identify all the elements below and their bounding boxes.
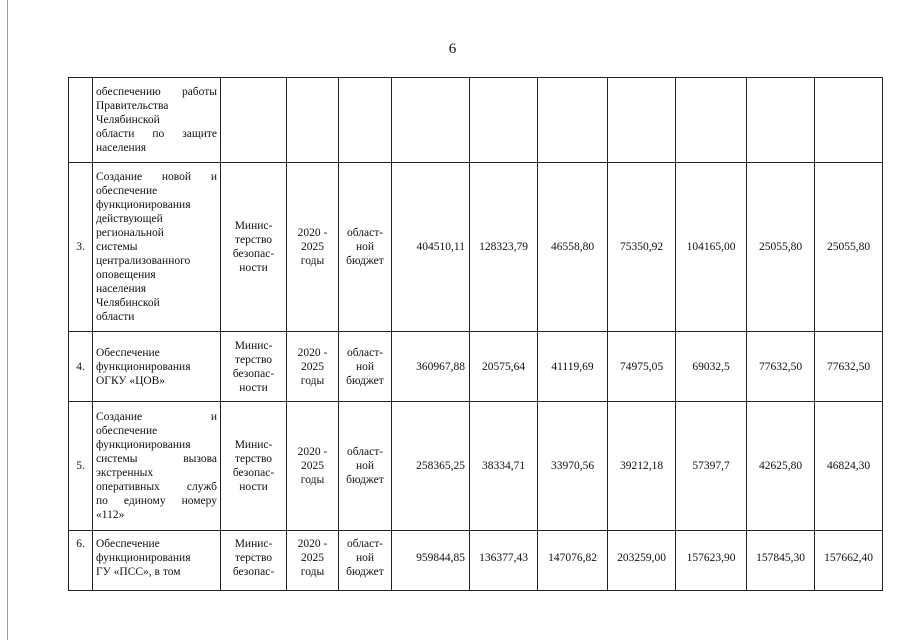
year-amount-cell [815, 78, 883, 163]
year-amount-cell: 157845,30 [747, 531, 815, 591]
executor-line: Минис- [234, 220, 273, 232]
activity-name-line: области [96, 311, 135, 323]
funding-source-line: бюджет [346, 474, 384, 486]
year-amount-cell: 39212,18 [608, 402, 676, 531]
funding-source-line: бюджет [346, 374, 384, 387]
year-amount-cell [470, 78, 538, 163]
funding-source-line: област- [346, 346, 384, 359]
year-amount-cell: 147076,82 [538, 531, 608, 591]
period-line: 2025 [301, 460, 324, 472]
activity-name-line: обеспечение [96, 425, 158, 437]
period-line: 2020 - [297, 538, 328, 550]
funding-source-line: бюджет [346, 566, 384, 578]
funding-source-cell [339, 78, 392, 163]
activity-name-line: Челябинской [96, 114, 160, 126]
period-line: 2025 [301, 360, 324, 373]
executor-line: безопас- [232, 367, 275, 380]
executor-line: Минис- [234, 339, 273, 352]
activity-name-line: «112» [96, 509, 125, 521]
executor-cell [221, 163, 287, 332]
period-line: 2025 [301, 552, 324, 564]
period-cell [287, 402, 339, 531]
row-number-cell: 3. [69, 163, 93, 332]
page-margin-rule [7, 0, 8, 640]
executor-line: терство [234, 552, 273, 564]
activity-name-line: ГУ «ПСС», в том [96, 566, 181, 578]
funding-source-cell [339, 531, 392, 591]
year-amount-cell: 77632,50 [815, 332, 883, 402]
total-amount-cell [392, 78, 470, 163]
activity-name-cell [93, 163, 221, 332]
activity-name-line: системы [96, 241, 138, 253]
period-cell [287, 531, 339, 591]
period-line: 2025 [301, 241, 324, 253]
funding-source-cell [339, 163, 392, 332]
activity-name-line: оповещения [96, 269, 156, 281]
year-amount-cell: 104165,00 [676, 163, 747, 332]
activity-name-line: функционирования [96, 552, 191, 564]
year-amount-cell: 33970,56 [538, 402, 608, 531]
total-amount-cell: 360967,88 [392, 332, 470, 402]
funding-source-line: област- [346, 538, 384, 550]
year-amount-cell: 38334,71 [470, 402, 538, 531]
period-line: годы [300, 566, 325, 578]
year-amount-cell: 136377,43 [470, 531, 538, 591]
activity-name-line: экстренных [96, 467, 154, 479]
activity-name-line: Правительства [96, 100, 169, 112]
executor-line: ности [239, 381, 268, 394]
row-number-cell: 6. [69, 531, 93, 591]
period-line: 2020 - [297, 446, 328, 458]
activity-name-line: по единому номеру [96, 495, 217, 507]
year-amount-cell: 203259,00 [608, 531, 676, 591]
budget-table [68, 77, 883, 591]
funding-source-line: ной [355, 360, 375, 373]
funding-source-line: ной [355, 552, 375, 564]
executor-line: терство [234, 453, 273, 465]
funding-source-line: ной [355, 460, 375, 472]
funding-source-line: област- [346, 227, 384, 239]
year-amount-cell: 74975,05 [608, 332, 676, 402]
activity-name-line: ОГКУ «ЦОВ» [96, 374, 166, 387]
activity-name-line: области по защите [96, 128, 217, 140]
executor-cell [221, 332, 287, 402]
activity-name-line: населения [96, 283, 147, 295]
period-line: 2020 - [297, 227, 328, 239]
activity-name-line: централизованного [96, 255, 191, 267]
year-amount-cell: 41119,69 [538, 332, 608, 402]
activity-name-cell [93, 78, 221, 163]
activity-name-line: населения [96, 142, 147, 154]
row-number-cell [69, 78, 93, 163]
executor-line: терство [234, 353, 273, 366]
executor-line: ности [239, 481, 268, 493]
table-row [69, 332, 883, 402]
executor-cell [221, 78, 287, 163]
period-line: годы [300, 255, 325, 267]
table-row [69, 402, 883, 531]
table-row [69, 531, 883, 591]
activity-name-line: обеспечению работы [96, 86, 217, 98]
year-amount-cell [608, 78, 676, 163]
activity-name-line: оперативных служб [96, 481, 217, 493]
activity-name-line: функционирования [96, 439, 191, 451]
activity-name-line: функционирования [96, 199, 191, 211]
activity-name-line: Обеспечение [96, 538, 160, 550]
year-amount-cell: 20575,64 [470, 332, 538, 402]
executor-line: ности [239, 262, 268, 274]
year-amount-cell: 157623,90 [676, 531, 747, 591]
period-cell [287, 163, 339, 332]
activity-name-line: действующей [96, 213, 163, 225]
period-line: 2020 - [297, 346, 328, 359]
funding-source-line: област- [346, 446, 384, 458]
activity-name-line: Челябинской [96, 297, 160, 309]
executor-line: безопас- [232, 467, 275, 479]
row-number-cell: 4. [69, 332, 93, 402]
year-amount-cell: 128323,79 [470, 163, 538, 332]
period-line: годы [300, 374, 325, 387]
year-amount-cell: 77632,50 [747, 332, 815, 402]
period-cell [287, 332, 339, 402]
year-amount-cell [676, 78, 747, 163]
executor-line: безопас- [232, 248, 275, 260]
executor-line: терство [234, 234, 273, 246]
activity-name-line: Создание и [96, 411, 217, 423]
activity-name-cell [93, 402, 221, 531]
activity-name-cell [93, 531, 221, 591]
year-amount-cell: 46558,80 [538, 163, 608, 332]
activity-name-line: Обеспечение [96, 346, 160, 359]
total-amount-cell: 258365,25 [392, 402, 470, 531]
funding-source-line: ной [355, 241, 375, 253]
total-amount-cell: 404510,11 [392, 163, 470, 332]
executor-line: Минис- [234, 538, 273, 550]
funding-source-line: бюджет [346, 255, 384, 267]
executor-line: Минис- [234, 439, 273, 451]
funding-source-cell [339, 332, 392, 402]
year-amount-cell: 75350,92 [608, 163, 676, 332]
year-amount-cell: 25055,80 [815, 163, 883, 332]
year-amount-cell [538, 78, 608, 163]
total-amount-cell: 959844,85 [392, 531, 470, 591]
activity-name-line: системы вызова [96, 453, 217, 465]
activity-name-cell [93, 332, 221, 402]
executor-line: безопас- [232, 566, 275, 578]
table-body [69, 78, 883, 591]
year-amount-cell: 69032,5 [676, 332, 747, 402]
year-amount-cell [747, 78, 815, 163]
activity-name-line: Создание новой и [96, 171, 217, 183]
activity-name-line: региональной [96, 227, 164, 239]
year-amount-cell: 25055,80 [747, 163, 815, 332]
year-amount-cell: 157662,40 [815, 531, 883, 591]
page-number: 6 [448, 41, 457, 57]
activity-name-line: функционирования [96, 360, 191, 373]
activity-name-line: обеспечение [96, 185, 158, 197]
table-row [69, 163, 883, 332]
funding-source-cell [339, 402, 392, 531]
executor-cell [221, 531, 287, 591]
year-amount-cell: 46824,30 [815, 402, 883, 531]
year-amount-cell: 42625,80 [747, 402, 815, 531]
year-amount-cell: 57397,7 [676, 402, 747, 531]
row-number-cell: 5. [69, 402, 93, 531]
table-row [69, 78, 883, 163]
period-cell [287, 78, 339, 163]
executor-cell [221, 402, 287, 531]
period-line: годы [300, 474, 325, 486]
